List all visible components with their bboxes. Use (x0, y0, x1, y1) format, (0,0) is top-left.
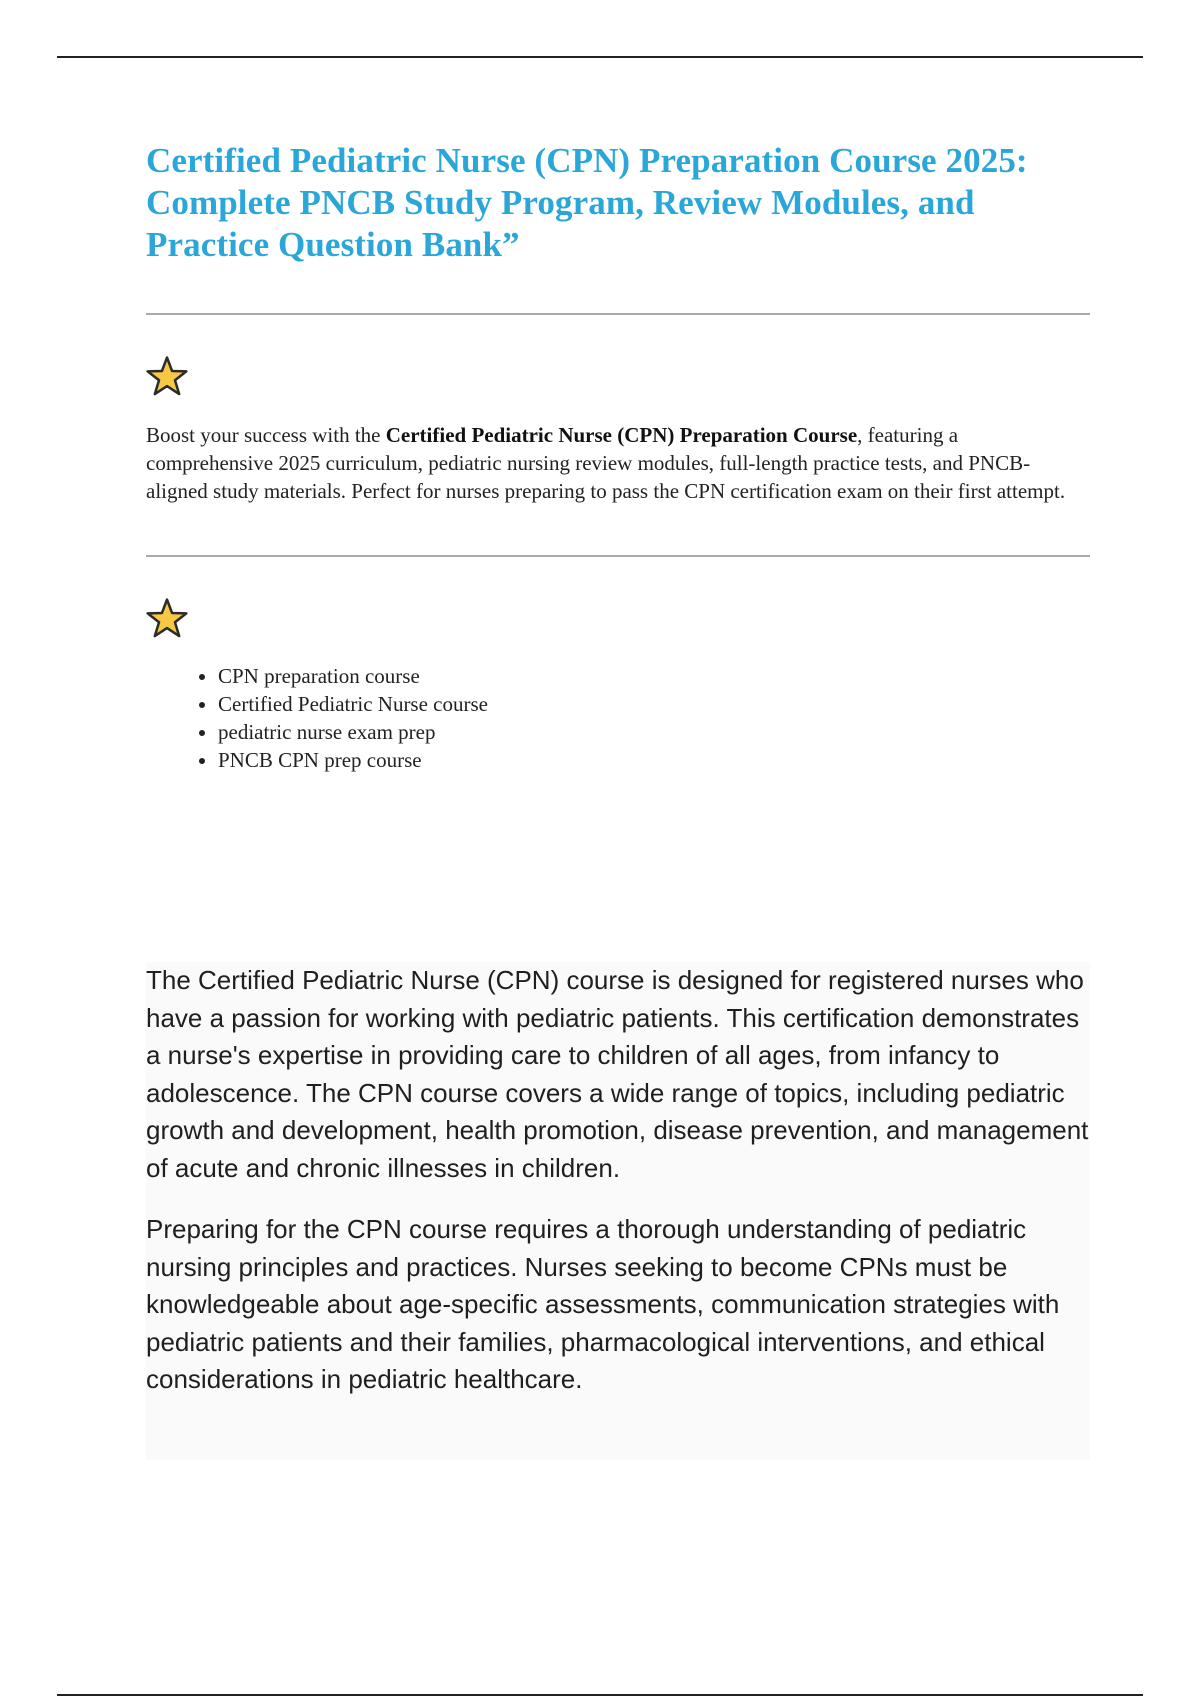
keyword-item: • pediatric nurse exam prep (218, 718, 1090, 746)
description-block (146, 962, 1090, 1460)
keyword-list (146, 662, 1090, 774)
document-content (146, 140, 1090, 774)
intro-paragraph (146, 421, 1090, 505)
keyword-item: • PNCB CPN prep course (218, 746, 1090, 774)
section-divider (146, 555, 1090, 557)
intro-lead: Boost your success with the (146, 423, 386, 447)
page-bottom-rule (57, 1694, 1143, 1696)
intro-rest: , featuring a comprehensive 2025 curriculum, pediatric nursing review modules, full-length practice tests, and PNCB-aligned study materials. Perfect for nurses preparing to pass the CPN certification exam on their first attempt. (146, 423, 1066, 503)
intro-course-name: Certified Pediatric Nurse (CPN) Preparation Course (385, 423, 858, 447)
body-paragraph: The Certified Pediatric Nurse (CPN) course is designed for registered nurses who have a passion for working with pediatric patients. This certification demonstrates a nurse's expertise in providing care to children of all ages, from infancy to adolescence. The CPN course covers a wide range of topics, including pediatric growth and development, health promotion, disease prevention, and management of acute and chronic illnesses in children. (146, 965, 1089, 1183)
section-divider (146, 313, 1090, 315)
document-title: Certified Pediatric Nurse (CPN) Preparation Course 2025: Complete PNCB Study Program, Review Modules, and Practice Question Bank” (146, 141, 1028, 264)
page-top-rule (57, 56, 1143, 58)
star-icon (146, 355, 188, 397)
body-paragraph: Preparing for the CPN course requires a thorough understanding of pediatric nursing principles and practices. Nurses seeking to become CPNs must be knowledgeable about age-specific assessments, communication strategies with pediatric patients and their families, pharmacological interventions, and ethical considerations in pediatric healthcare. (146, 1214, 1060, 1394)
keyword-item: • CPN preparation course (218, 662, 1090, 690)
keyword-item: • Certified Pediatric Nurse course (218, 690, 1090, 718)
star-icon (146, 597, 188, 639)
